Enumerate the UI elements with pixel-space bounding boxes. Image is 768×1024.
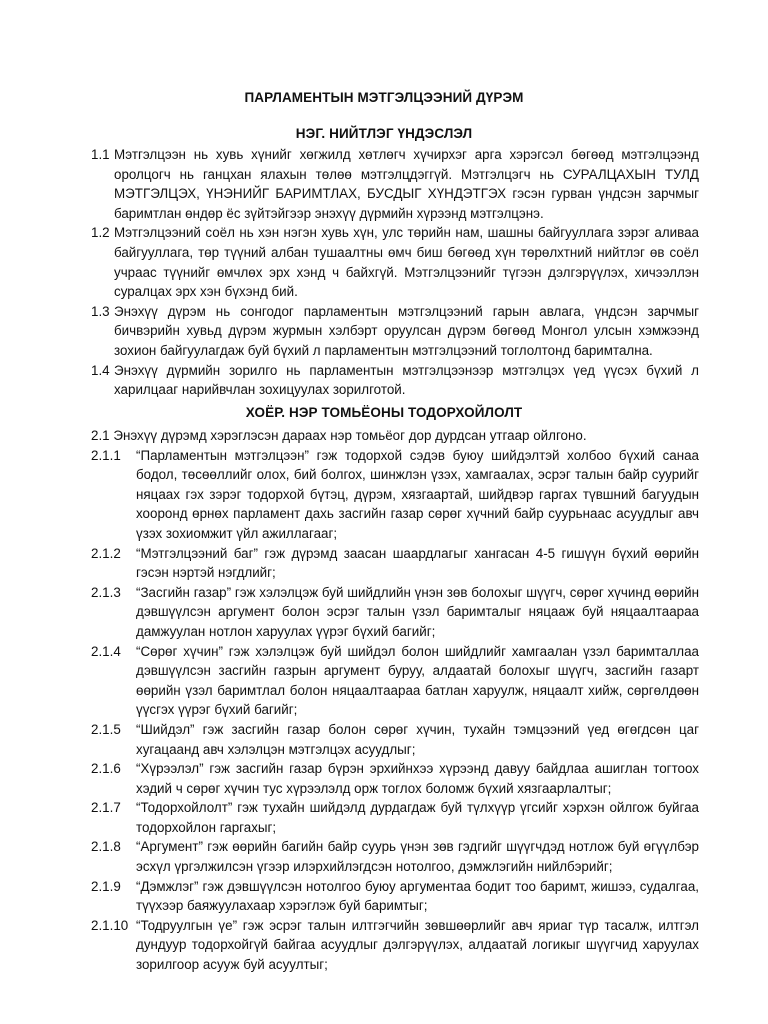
item-text: “Дэмжлэг” гэж дэвшүүлсэн нотолгоо буюу аргументаа бодит тоо баримт, жишээ, судалгаа, түүхээр баяжуулахаар хэрэглэж буй баримтыг; — [136, 878, 699, 914]
list-item — [91, 798, 699, 837]
section2-intro: 2.1 Энэхүү дүрэмд хэрэглэсэн дараах нэр томьёог дор дурдсан утгаар ойлгоно. — [91, 428, 587, 443]
item-number: 2.1.5 — [91, 721, 121, 737]
item-text: Энэхүү дүрмийн зорилго нь парламентын мэтгэлцээнээр мэтгэлцэх үед үүсэх бүхий л харилцааг нарийвчлан зохицуулах зорилготой. — [114, 362, 699, 398]
item-number: 2.1.7 — [91, 800, 121, 816]
document-title: ПАРЛАМЕНТЫН МЭТГЭЛЦЭЭНИЙ ДҮРЭМ — [244, 90, 524, 105]
item-number: 1.3 — [91, 303, 110, 319]
list-item — [91, 720, 699, 759]
list-item — [91, 302, 699, 361]
section1-list — [91, 145, 699, 400]
item-text: “Мэтгэлцээний баг” гэж дүрэмд заасан шаардлагыг хангасан 4-5 гишүүн бүхий өөрийн гэсэн нэртэй нэгдлийг; — [136, 545, 699, 581]
item-text: “Хүрээлэл” гэж засгийн газар бүрэн эрхийнхээ хүрээнд давуу байдлаа ашиглан тогтоох хэдий ч сөрөг хүчин тус хүрээлэлд орж тоглох боломж бүхий хязгаарлалтыг; — [136, 761, 699, 796]
item-text: Мэтгэлцээний соёл нь хэн нэгэн хувь хүн, улс төрийн нам, шашны байгууллага зэрэг аливаа байгууллага, төр түүний албан тушаалтны өмч биш бөгөөд хүн төрөлхтний нийтлэг өв соёл учраас түүнийг өмчлөх эрх хэнд ч байхгүй. Мэтгэлцээнийг түгээн дэлгэрүүлэх, хичээллэн суралцах эрх хэн бүхэнд бий. — [114, 225, 699, 300]
item-number: 1.2 — [91, 225, 110, 241]
list-item — [91, 544, 699, 583]
item-number: 2.1.9 — [91, 878, 121, 894]
item-number: 2.1.10 — [91, 917, 129, 933]
item-number: 2.1.2 — [91, 545, 121, 561]
list-item — [91, 916, 699, 975]
section2-heading: ХОЁР. НЭР ТОМЬЁОНЫ ТОДОРХОЙЛОЛТ — [245, 405, 523, 420]
list-item — [91, 145, 699, 223]
item-text: “Аргумент” гэж өөрийн багийн байр суурь үнэн зөв гэдгийг шүүгчдэд нотлож буй өгүүлбэр эсхүл үргэлжилсэн үгээр илэрхийлэгдсэн нотолгоо, дэмжлэгийн нийлбэрийг; — [136, 839, 699, 875]
item-text: Мэтгэлцээн нь хувь хүнийг хөгжилд хөтлөгч хүчирхэг арга хэрэгсэл бөгөөд мэтгэлцээнд оролцогч нь ганцхан ялахын төлөө мэтгэлцдэггүй. Мэтгэлцэгч нь СУРАЛЦАХЫН ТУЛД МЭТГЭЛЦЭХ, ҮНЭНИЙГ БАРИМТЛАХ, БУСДЫГ ХҮНДЭТГЭХ гэсэн гурван үндсэн зарчмыг баримтлан өндөр ёс зүйтэйгээр энэхүү дүрмийн хүрээнд мэтгэлцэнэ. — [114, 147, 699, 221]
item-number: 2.1.4 — [91, 643, 121, 659]
item-number: 2.1.1 — [91, 447, 121, 463]
list-item — [91, 759, 699, 798]
list-item — [91, 223, 699, 301]
list-item — [91, 877, 699, 916]
list-item — [91, 583, 699, 642]
item-number: 2.1.6 — [91, 761, 121, 777]
item-text: “Тодорхойлолт” гэж тухайн шийдэлд дурдагдаж буй түлхүүр үгсийг хэрхэн ойлгож буйгаа тодорхойлон гаргахыг; — [136, 800, 699, 835]
item-number: 2.1.8 — [91, 839, 121, 855]
item-number: 1.1 — [91, 147, 110, 162]
list-item — [91, 642, 699, 720]
item-number: 1.4 — [91, 362, 110, 378]
item-text: “Шийдэл” гэж засгийн газар болон сөрөг хүчин, тухайн тэмцээний үед өгөгдсөн цаг хугацаанд авч хэлэлцэн мэтгэлцэх асуудлыг; — [136, 721, 699, 757]
list-item — [91, 446, 699, 544]
item-text: “Засгийн газар” гэж хэлэлцэж буй шийдлийн үнэн зөв болохыг шүүгч, сөрөг хүчинд өөрийн дэвшүүлсэн аргумент болон эсрэг талын үзэл баримталыг няцааж буй няцаалтаараа дамжуулан нотлон харуулах үүрэг бүхий багийг; — [136, 584, 699, 639]
item-text: “Тодруулгын үе” гэж эсрэг талын илтгэгчийн зөвшөөрлийг авч яриаг түр тасалж, илтгэл дундуур тодорхойгүй байгаа асуудлыг дэлгэрүүлэх, алдаатай логикыг шүүгчид харуулах зорилгоор асууж буй асуултыг; — [136, 917, 699, 973]
section2-list — [91, 426, 699, 975]
item-text: Энэхүү дүрэм нь сонгодог парламентын мэтгэлцээний гарын авлага, үндсэн зарчмыг бичвэрийн хувьд дүрэм журмын хэлбэрт оруулсан дүрэм бөгөөд Монгол улсын хэмжээнд зохион байгуулагдаж буй бүхий л парламентын мэтгэлцээний тоглолтонд баримтална. — [114, 303, 699, 358]
list-item — [91, 361, 699, 400]
section1-heading: НЭГ. НИЙТЛЭГ ҮНДЭСЛЭЛ — [295, 126, 473, 141]
item-text: “Сөрөг хүчин” гэж хэлэлцэж буй шийдэл болон шийдлийг хамгаалан үзэл баримталлаа дэвшүүлсэн засгийн газрын аргумент буруу, алдаатай болохыг шүүгч, засгийн газарт өөрийн үзэл баримтлал болон няцаалтаараа батлан харуулж, няцаалт хийж, сөргөлдөөн үүсгэх үүрэг бүхий багийг; — [136, 643, 699, 718]
item-text: “Парламентын мэтгэлцээн” гэж тодорхой сэдэв буюу шийдэлтэй холбоо бүхий санаа бодол, төсөөллийг олох, бий болгох, шинжлэн үзэх, хамгаалах, эсрэг талын байр суурийг няцаах гэх зэрэг тодорхой бүтэц, дүрэм, хязгаартай, шийдвэр гаргах түвшний багуудын хооронд өрнөх парламент дахь засгийн газар сөрөг хүчний байр суурьнаас асуудлыг авч үзэх зохиомжит үйл ажиллагааг; — [136, 447, 699, 541]
list-item — [91, 837, 699, 876]
item-number: 2.1.3 — [91, 584, 121, 600]
